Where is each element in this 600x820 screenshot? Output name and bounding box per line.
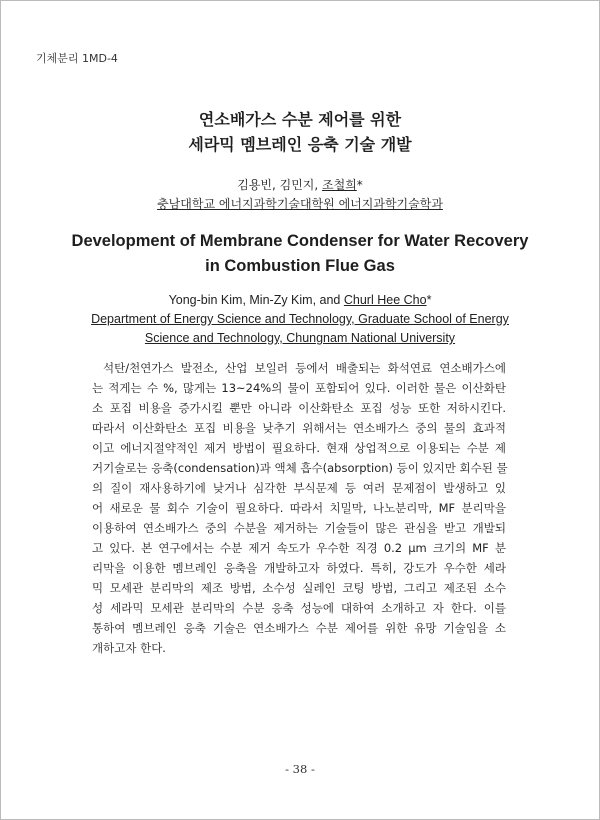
abstract-line: 개하고자 한다.	[92, 641, 166, 655]
korean-title-line-2: 세라믹 멤브레인 응축 기술 개발	[188, 135, 412, 154]
abstract-line: 소 포집 비용을 증가시킬 뿐만 아니라 이산화탄소 포집 성능 또한 저하시킨다.	[92, 401, 506, 415]
abstract-line: 어 새로운 물 회수 기술이 필요하다. 따라서 치밀막, 나노분리막, MF 분리막을	[92, 501, 506, 515]
english-affiliation-line-2: Science and Technology, Chungnam National University	[144, 331, 456, 345]
abstract-line: 따라서 이산화탄소 포집 비용을 낮추기 위해서는 연소배가스 중의 물의 효과적	[92, 421, 506, 435]
abstract-body	[92, 358, 506, 658]
abstract-line: 리막을 이용한 멤브레인 응축을 개발하고자 하였다. 특히, 강도가 우수한 세라	[92, 561, 506, 575]
korean-affiliation-text: 충남대학교 에너지과학기술대학원 에너지과학기술학과	[157, 197, 443, 211]
abstract-line: 믹 모세관 분리막의 제조 방법, 소수성 실레인 코팅 방법, 그리고 제조된 소수	[92, 581, 506, 595]
korean-affiliation	[0, 195, 600, 212]
abstract-line: 는 적게는 수 %, 많게는 13~24%의 물이 포함되어 있다. 이러한 물은 이산화탄	[92, 381, 506, 395]
korean-corresponding-author: 조철희	[322, 178, 357, 192]
page-number: - 38 -	[285, 762, 315, 776]
korean-authors	[0, 176, 600, 193]
abstract-line: 성 세라믹 모세관 분리막의 수분 응축 성능에 대하여 소개하고 자 한다. 이를	[92, 601, 506, 615]
abstract-line: 석탄/천연가스 발전소, 산업 보일러 등에서 배출되는 화석연료 연소배가스에	[103, 361, 506, 375]
abstract-line: 이고 에너지절약적인 제거 방법이 필요하다. 현재 상업적으로 이용되는 수분 제	[92, 441, 506, 455]
english-title-line-2: in Combustion Flue Gas	[205, 257, 395, 275]
english-title-line-1: Development of Membrane Condenser for Water Recovery	[71, 232, 529, 250]
abstract-line: 통하여 멤브레인 응축 기술은 연소배가스 수분 제어를 위한 유망 기술임을 소	[92, 621, 506, 635]
korean-authors-prefix: 김용빈, 김민지,	[237, 178, 323, 192]
session-code: 기체분리 1MD-4	[36, 52, 118, 65]
korean-authors-asterisk: *	[356, 178, 363, 192]
korean-title-line-1: 연소배가스 수분 제어를 위한	[198, 110, 402, 129]
abstract-line: 이용하여 연소배가스 중의 수분을 제거하는 기술들이 많은 관심을 받고 개발되	[92, 521, 506, 535]
abstract-line: 거기술로는 응축(condensation)과 액체 흡수(absorption) 등이 있지만 회수된 물	[92, 461, 508, 475]
english-authors-asterisk: *	[426, 293, 432, 307]
english-authors	[0, 293, 600, 307]
english-affiliation-line-1: Department of Energy Science and Technology, Graduate School of Energy	[91, 312, 509, 326]
abstract-line: 고 있다. 본 연구에서는 수분 제거 속도가 우수한 직경 0.2 μm 크기의 MF 분	[92, 541, 506, 555]
english-authors-prefix: Yong-bin Kim, Min-Zy Kim, and	[168, 293, 344, 307]
abstract-line: 의 질이 재사용하기에 낮거나 심각한 부식문제 등 여러 문제점이 발생하고 있	[92, 481, 506, 495]
english-corresponding-author: Churl Hee Cho	[343, 293, 427, 307]
